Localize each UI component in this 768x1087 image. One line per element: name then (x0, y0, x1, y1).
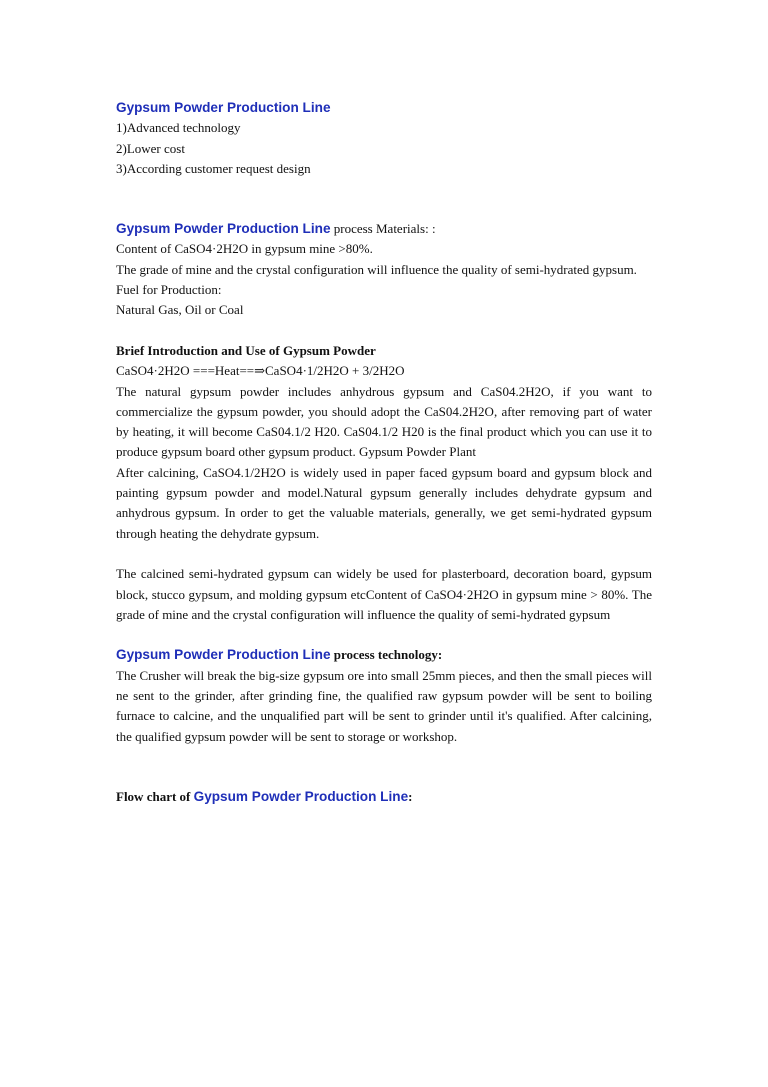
section-title: Gypsum Powder Production Line (116, 100, 331, 115)
text-paragraph: After calcining, CaSO4.1/2H2O is widely used in paper faced gypsum board and gypsum block and painting gypsum powder and model.Natural gypsum generally includes dehydrate gypsum and anhydrous gypsum. In order to get the valuable materials, generally, we get semi-hydrated gypsum through heating the dehydrate gypsum. (116, 464, 652, 541)
text-line: Content of CaSO4·2H2O in gypsum mine >80%. (116, 241, 373, 257)
text-line: Fuel for Production: (116, 282, 222, 298)
section-process-technology (116, 645, 652, 746)
section-intro (116, 98, 652, 179)
section-title: Gypsum Powder Production Line (116, 647, 331, 663)
section-title: Gypsum Powder Production Line (116, 221, 331, 237)
document-page (116, 98, 652, 807)
formula: CaSO4·2H2O ===Heat==⇒CaSO4·1/2H2O + 3/2H2O (116, 363, 405, 379)
text-paragraph: The calcined semi-hydrated gypsum can widely be used for plasterboard, decoration board, gypsum block, stucco gypsum, and molding gypsum etcContent of CaSO4·2H2O in gypsum mine > 80%. The grade of mine and the crystal configuration will influence the quality of semi-hydrated gypsum (116, 566, 652, 622)
section-heading (116, 219, 652, 239)
text-paragraph: The Crusher will break the big-size gypsum ore into small 25mm pieces, and then the small pieces will ne sent to the grinder, after grinding fine, the qualified raw gypsum powder will be sent to boiling furnace to calcine, and the unqualified part will be sent to grinder until it's qualified. After calcining, the qualified gypsum powder will be sent to storage or workshop. (116, 667, 652, 744)
section-materials (116, 219, 652, 320)
text-line: Natural Gas, Oil or Coal (116, 302, 244, 318)
list-item: 1)Advanced technology (116, 120, 241, 136)
list-item: 3)According customer request design (116, 160, 311, 176)
section-flow-chart (116, 787, 652, 807)
list-item: 2)Lower cost (116, 140, 185, 156)
section-title-suffix: process technology: (330, 647, 443, 663)
section-heading: Brief Introduction and Use of Gypsum Powder (116, 342, 376, 358)
text-paragraph: The natural gypsum powder includes anhydrous gypsum and CaS04.2H2O, if you want to commercialize the gypsum powder, you should adopt the CaS04.2H2O, after removing part of water by heating, it will become CaS04.1/2 H20. CaS04.1/2 H20 is the final product which you can use it to produce gypsum board other gypsum product. Gypsum Powder Plant (116, 383, 652, 460)
text-paragraph: The grade of mine and the crystal configuration will influence the quality of semi-hydrated gypsum. (116, 261, 637, 277)
section-heading (116, 645, 652, 665)
heading-prefix: Flow chart of (116, 788, 194, 804)
section-title-suffix: process Materials: : (330, 221, 436, 237)
section-heading (116, 787, 652, 807)
heading-suffix: : (408, 788, 413, 804)
section-title: Gypsum Powder Production Line (193, 788, 409, 804)
section-brief-introduction (116, 341, 652, 625)
